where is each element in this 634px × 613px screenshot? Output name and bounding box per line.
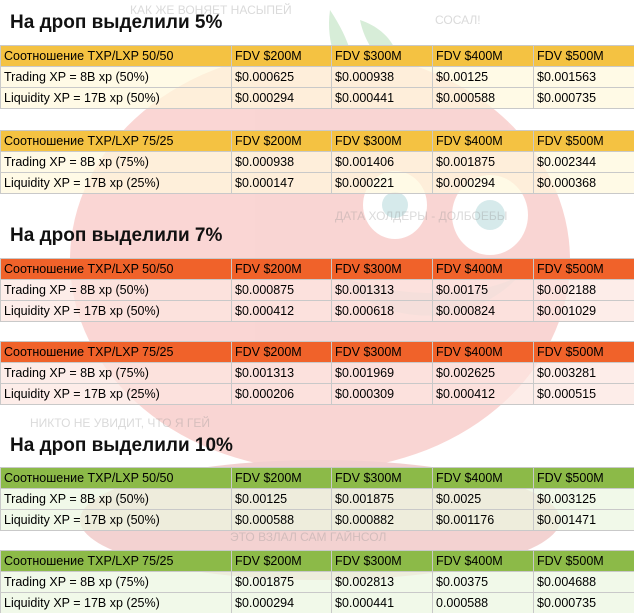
section-heading-7pct: На дроп выделили 7% [10,225,223,246]
value-cell[interactable]: $0.000221 [332,173,433,194]
value-cell[interactable]: $0.000309 [332,384,433,405]
row-label-cell[interactable]: Trading XP = 8B xp (50%) [1,489,232,510]
value-cell[interactable]: $0.001471 [534,510,634,531]
row-label-cell[interactable]: Liquidity XP = 17B xp (25%) [1,173,232,194]
fdv-header-cell[interactable]: FDV $200M [232,259,332,280]
mascot-right-pupil [475,200,505,230]
value-cell[interactable]: $0.002813 [332,572,433,593]
fdv-header-cell[interactable]: FDV $400M [433,551,534,572]
fdv-header-cell[interactable]: FDV $300M [332,551,433,572]
value-cell[interactable]: $0.004688 [534,572,634,593]
table-header-row [1,342,634,363]
value-cell[interactable]: $0.000588 [433,88,534,109]
table-10pct-75-25 [0,550,634,613]
row-label-cell[interactable]: Trading XP = 8B xp (50%) [1,280,232,301]
value-cell[interactable]: $0.000412 [232,301,332,322]
value-cell[interactable]: $0.000294 [232,88,332,109]
value-cell[interactable]: $0.002344 [534,152,634,173]
value-cell[interactable]: $0.000368 [534,173,634,194]
fdv-header-cell[interactable]: FDV $500M [534,259,634,280]
value-cell[interactable]: $0.001313 [232,363,332,384]
ratio-cell[interactable]: Соотношение TXP/LXP 50/50 [1,468,232,489]
fdv-header-cell[interactable]: FDV $400M [433,131,534,152]
value-cell[interactable]: $0.002625 [433,363,534,384]
value-cell[interactable]: 0.000588 [433,593,534,613]
value-cell[interactable]: $0.001875 [232,572,332,593]
table-header-row [1,551,634,572]
fdv-header-cell[interactable]: FDV $400M [433,468,534,489]
fdv-header-cell[interactable]: FDV $400M [433,342,534,363]
fdv-header-cell[interactable]: FDV $300M [332,46,433,67]
fdv-header-cell[interactable]: FDV $200M [232,468,332,489]
fdv-header-cell[interactable]: FDV $500M [534,131,634,152]
value-cell[interactable]: $0.000294 [232,593,332,613]
value-cell[interactable]: $0.001875 [332,489,433,510]
table-row [1,280,634,301]
section-heading-10pct: На дроп выделили 10% [10,435,233,456]
fdv-header-cell[interactable]: FDV $500M [534,468,634,489]
fdv-header-cell[interactable]: FDV $400M [433,259,534,280]
value-cell[interactable]: $0.000882 [332,510,433,531]
ratio-cell[interactable]: Соотношение TXP/LXP 50/50 [1,46,232,67]
table-row [1,510,634,531]
value-cell[interactable]: $0.00375 [433,572,534,593]
watermark-4: НИКТО НЕ УВИДИТ, ЧТО Я ГЕЙ [30,416,210,430]
value-cell[interactable]: $0.000206 [232,384,332,405]
table-row [1,363,634,384]
fdv-header-cell[interactable]: FDV $200M [232,131,332,152]
value-cell[interactable]: $0.000412 [433,384,534,405]
fdv-header-cell[interactable]: FDV $300M [332,342,433,363]
value-cell[interactable]: $0.000824 [433,301,534,322]
value-cell[interactable]: $0.00125 [232,489,332,510]
fdv-header-cell[interactable]: FDV $500M [534,46,634,67]
value-cell[interactable]: $0.00175 [433,280,534,301]
value-cell[interactable]: $0.000938 [332,67,433,88]
row-label-cell[interactable]: Trading XP = 8B xp (75%) [1,572,232,593]
table-header-row [1,468,634,489]
table-row [1,152,634,173]
value-cell[interactable]: $0.000588 [232,510,332,531]
value-cell[interactable]: $0.00125 [433,67,534,88]
table-row [1,301,634,322]
row-label-cell[interactable]: Liquidity XP = 17B xp (50%) [1,510,232,531]
value-cell[interactable]: $0.0025 [433,489,534,510]
value-cell[interactable]: $0.001563 [534,67,634,88]
value-cell[interactable]: $0.003125 [534,489,634,510]
ratio-cell[interactable]: Соотношение TXP/LXP 75/25 [1,551,232,572]
value-cell[interactable]: $0.000625 [232,67,332,88]
value-cell[interactable]: $0.000875 [232,280,332,301]
value-cell[interactable]: $0.000441 [332,593,433,613]
table-row [1,384,634,405]
watermark-2: СОСАЛ! [435,13,481,27]
value-cell[interactable]: $0.000938 [232,152,332,173]
table-header-row [1,131,634,152]
row-label-cell[interactable]: Trading XP = 8B xp (75%) [1,363,232,384]
row-label-cell[interactable]: Liquidity XP = 17B xp (50%) [1,88,232,109]
value-cell[interactable]: $0.000147 [232,173,332,194]
table-row [1,173,634,194]
value-cell[interactable]: $0.001029 [534,301,634,322]
value-cell[interactable]: $0.000294 [433,173,534,194]
fdv-header-cell[interactable]: FDV $500M [534,551,634,572]
fdv-header-cell[interactable]: FDV $300M [332,468,433,489]
value-cell[interactable]: $0.000735 [534,88,634,109]
fdv-header-cell[interactable]: FDV $200M [232,342,332,363]
row-label-cell[interactable]: Liquidity XP = 17B xp (25%) [1,593,232,613]
table-10pct-50-50 [0,467,634,531]
value-cell[interactable]: $0.001875 [433,152,534,173]
ratio-cell[interactable]: Соотношение TXP/LXP 75/25 [1,131,232,152]
fdv-header-cell[interactable]: FDV $400M [433,46,534,67]
value-cell[interactable]: $0.001313 [332,280,433,301]
row-label-cell[interactable]: Liquidity XP = 17B xp (50%) [1,301,232,322]
value-cell[interactable]: $0.000441 [332,88,433,109]
value-cell[interactable]: $0.001969 [332,363,433,384]
value-cell[interactable]: $0.001406 [332,152,433,173]
table-header-row [1,259,634,280]
table-row [1,67,634,88]
watermark-3: ДАТА ХОЛДЕРЫ - ДОЛБОЕБЫ [335,209,508,223]
mascot-left-pupil [382,192,408,218]
value-cell[interactable]: $0.003281 [534,363,634,384]
ratio-cell[interactable]: Соотношение TXP/LXP 50/50 [1,259,232,280]
ratio-cell[interactable]: Соотношение TXP/LXP 75/25 [1,342,232,363]
value-cell[interactable]: $0.000515 [534,384,634,405]
table-7pct-75-25 [0,341,634,405]
fdv-header-cell[interactable]: FDV $200M [232,551,332,572]
row-label-cell[interactable]: Trading XP = 8B xp (50%) [1,67,232,88]
row-label-cell[interactable]: Trading XP = 8B xp (75%) [1,152,232,173]
watermark-5: ЭТО ВЗЛАЛ САМ ГАЙНСОЛ [230,530,387,544]
table-row [1,88,634,109]
value-cell[interactable]: $0.000618 [332,301,433,322]
fdv-header-cell[interactable]: FDV $200M [232,46,332,67]
fdv-header-cell[interactable]: FDV $500M [534,342,634,363]
fdv-header-cell[interactable]: FDV $300M [332,259,433,280]
table-5pct-75-25 [0,130,634,194]
fdv-header-cell[interactable]: FDV $300M [332,131,433,152]
value-cell[interactable]: $0.002188 [534,280,634,301]
section-heading-5pct: На дроп выделили 5% [10,12,223,33]
watermark-1: КАК ЖЕ ВОНЯЕТ НАСЫПЕЙ [130,3,292,17]
table-7pct-50-50 [0,258,634,322]
table-header-row [1,46,634,67]
table-row [1,593,634,613]
value-cell[interactable]: $0.001176 [433,510,534,531]
table-row [1,489,634,510]
table-row [1,572,634,593]
value-cell[interactable]: $0.000735 [534,593,634,613]
row-label-cell[interactable]: Liquidity XP = 17B xp (25%) [1,384,232,405]
table-5pct-50-50 [0,45,634,109]
